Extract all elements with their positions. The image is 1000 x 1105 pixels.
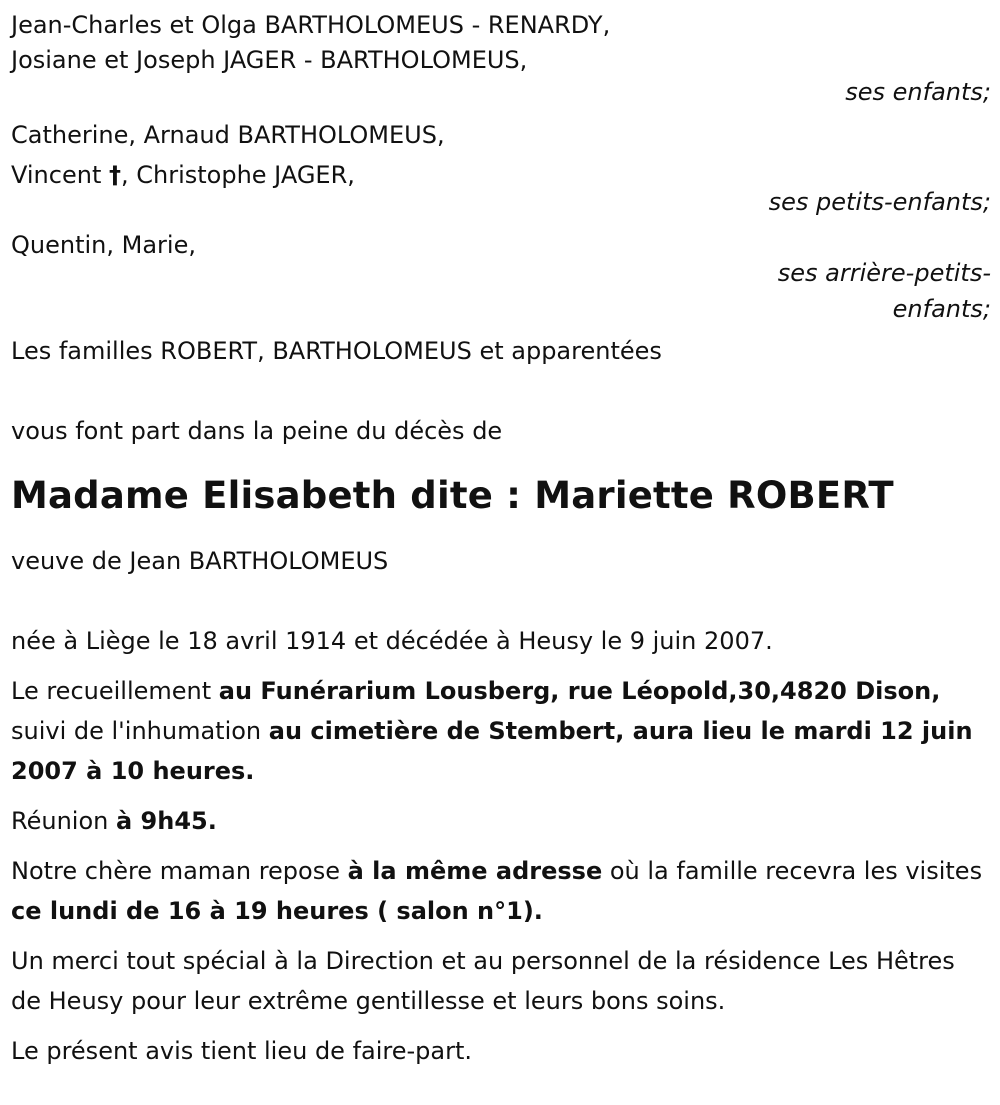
deceased-cross-icon: † (108, 161, 121, 189)
relation-great-grandchildren-1: ses arrière-petits- (777, 259, 991, 287)
grandchild-line-2 (11, 155, 991, 189)
visits-text-1: Notre chère maman repose (11, 857, 348, 885)
deceased-name: Madame Elisabeth dite : Mariette ROBERT (11, 474, 894, 517)
grandchild-line-1: Catherine, Arnaud BARTHOLOMEUS, (11, 121, 445, 149)
visits-location: à la même adresse (347, 857, 603, 885)
great-grandchild-names: Quentin, Marie, (11, 231, 196, 259)
visits-paragraph (11, 851, 991, 931)
relation-children: ses enfants; (845, 78, 991, 106)
child-line-2: Josiane et Joseph JAGER - BARTHOLOMEUS, (11, 46, 528, 74)
grandchild-christophe: , Christophe JAGER, (120, 161, 355, 189)
ceremony-text-2: suivi de l'inhumation (11, 717, 269, 745)
burial-details: au cimetière de Stembert, aura lieu le mardi 12 juin 2007 à 10 heures. (11, 717, 973, 785)
obituary-notice (11, 5, 991, 1081)
children-section (11, 5, 991, 109)
visits-time: ce lundi de 16 à 19 heures ( salon n°1). (11, 897, 543, 925)
relation-grandchildren: ses petits-enfants; (768, 188, 991, 216)
grandchildren-section (11, 115, 991, 219)
widow-of-line: veuve de Jean BARTHOLOMEUS (11, 547, 389, 575)
birth-death-line: née à Liège le 18 avril 1914 et décédée à Heusy le 9 juin 2007. (11, 627, 773, 655)
meeting-text: Réunion (11, 807, 116, 835)
ceremony-location: au Funérarium Lousberg, rue Léopold,30,4820 Dison, (218, 677, 941, 705)
child-line-1: Jean-Charles et Olga BARTHOLOMEUS - RENARDY, (11, 11, 611, 39)
announcement-line: vous font part dans la peine du décès de (11, 417, 503, 445)
meeting-paragraph (11, 801, 991, 841)
grandchild-vincent: Vincent (11, 161, 109, 189)
visits-text-2: où la famille recevra les visites (602, 857, 983, 885)
ceremony-text-1: Le recueillement (11, 677, 219, 705)
relation-great-grandchildren-2: enfants; (892, 295, 991, 323)
meeting-time: à 9h45. (115, 807, 217, 835)
great-grandchildren-section (11, 225, 991, 331)
thanks-paragraph: Un merci tout spécial à la Direction et au personnel de la résidence Les Hêtres de Heusy pour leur extrême gentillesse et leurs bons soins. (11, 947, 955, 1015)
closing-line: Le présent avis tient lieu de faire-part. (11, 1037, 473, 1065)
ceremony-paragraph (11, 671, 991, 791)
families-line: Les familles ROBERT, BARTHOLOMEUS et apparentées (11, 337, 662, 365)
